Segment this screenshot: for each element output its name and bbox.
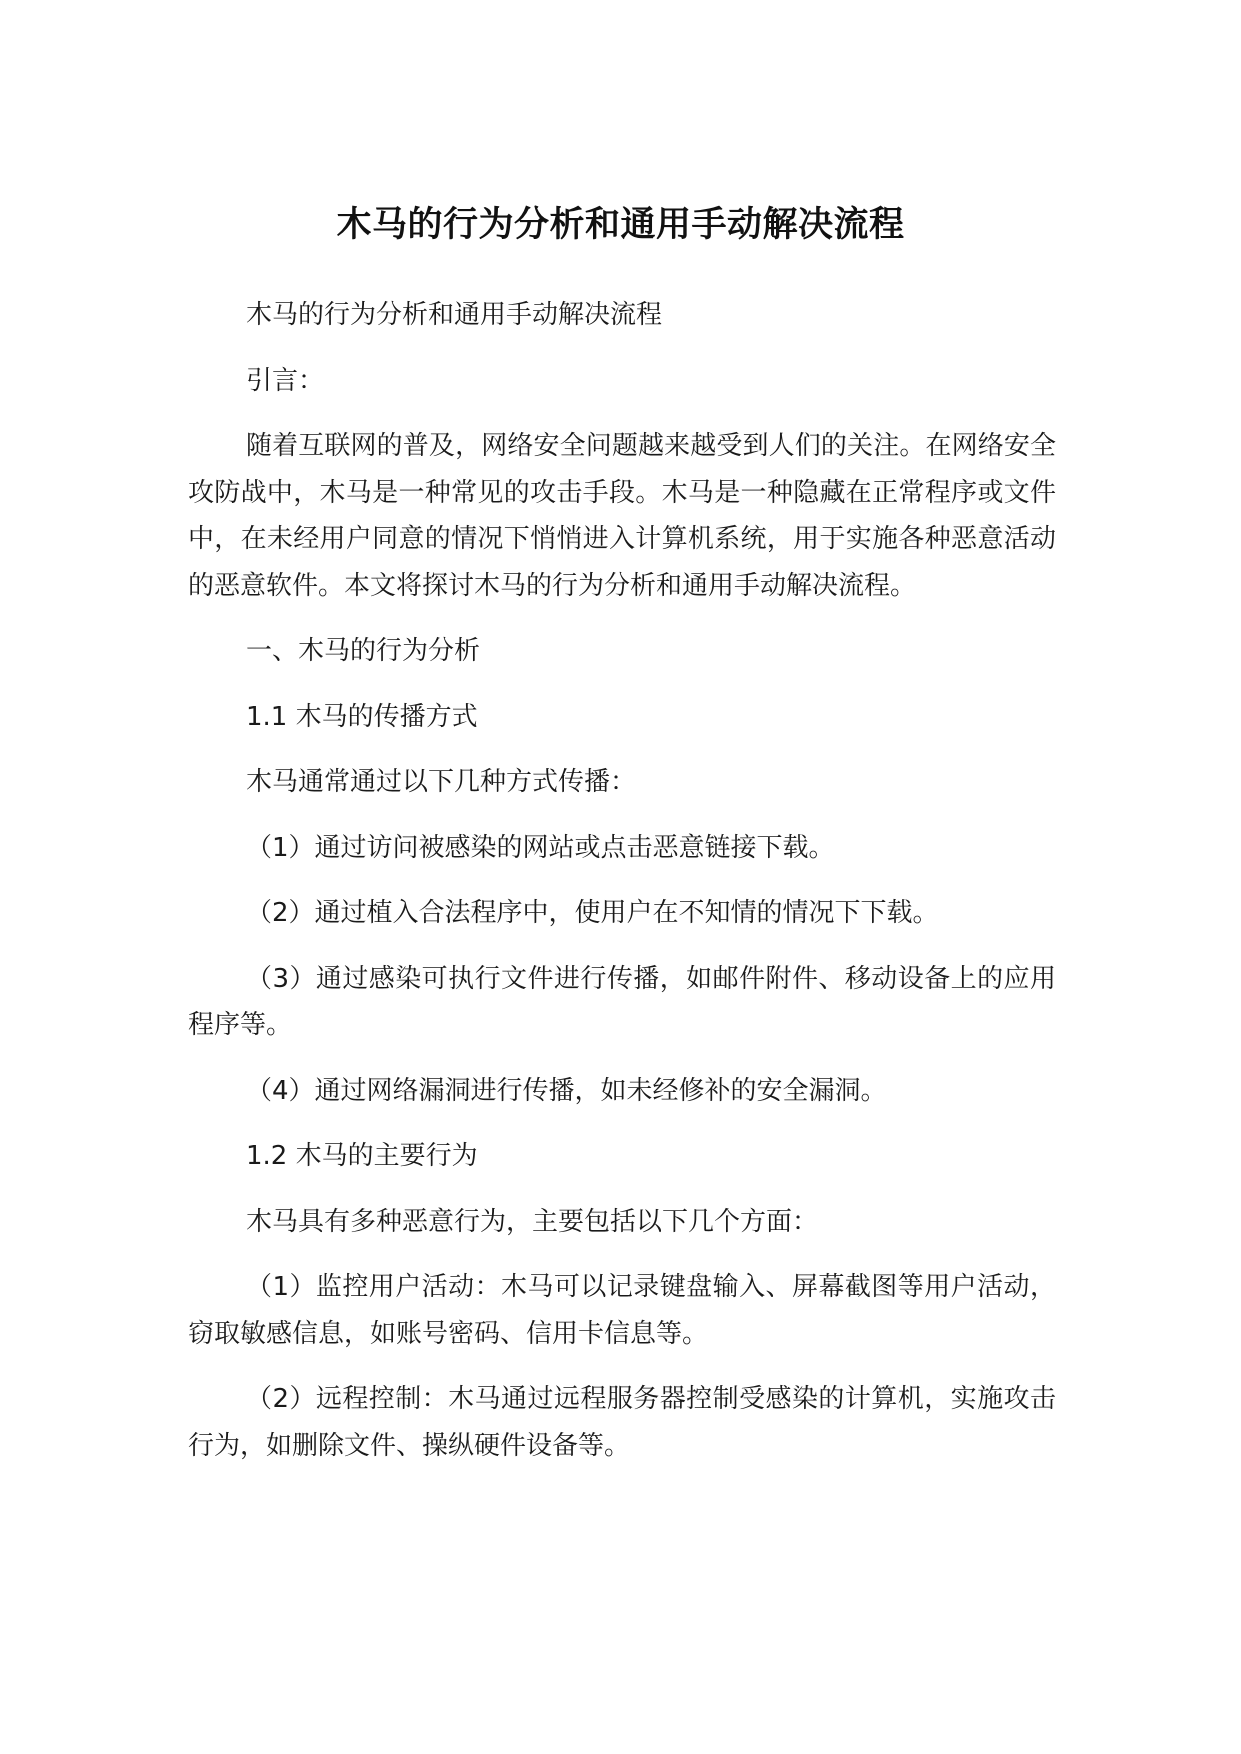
list-item-spread-4: （4）通过网络漏洞进行传播，如未经修补的安全漏洞。 (246, 1075, 887, 1106)
paragraph-subtitle: 木马的行为分析和通用手动解决流程 (246, 300, 663, 330)
list-item-spread-1: （1）通过访问被感染的网站或点击恶意链接下载。 (246, 832, 835, 863)
list-item-behavior-2: （2）远程控制：木马通过远程服务器控制受感染的计算机，实施攻击行为，如删除文件、操纵硬件设备等。 (188, 1384, 1056, 1461)
list-item-spread-3: （3）通过感染可执行文件进行传播，如邮件附件、移动设备上的应用程序等。 (188, 963, 1056, 1040)
document-title: 木马的行为分析和通用手动解决流程 (336, 205, 905, 246)
paragraph-intro-heading: 引言： (246, 365, 325, 396)
paragraph-spread-intro: 木马通常通过以下几种方式传播： (246, 767, 637, 797)
paragraph-behavior-intro: 木马具有多种恶意行为，主要包括以下几个方面： (246, 1206, 819, 1237)
list-item-behavior-1: （1）监控用户活动：木马可以记录键盘输入、屏幕截图等用户活动，窃取敏感信息，如账号密码、信用卡信息等。 (188, 1272, 1056, 1349)
section-heading-behavior-analysis: 一、木马的行为分析 (246, 636, 481, 666)
subsection-heading-spread: 1.1 木马的传播方式 (246, 701, 478, 732)
list-item-spread-2: （2）通过植入合法程序中，使用户在不知情的情况下下载。 (246, 898, 939, 928)
paragraph-intro: 随着互联网的普及，网络安全问题越来越受到人们的关注。在网络安全攻防战中，木马是一种常见的攻击手段。木马是一种隐藏在正常程序或文件中，在未经用户同意的情况下悄悄进入计算机系统，用于实施各种恶意活动的恶意软件。本文将探讨木马的行为分析和通用手动解决流程。 (188, 431, 1056, 601)
document-body (188, 292, 1056, 1488)
subsection-heading-behavior: 1.2 木马的主要行为 (246, 1141, 478, 1171)
